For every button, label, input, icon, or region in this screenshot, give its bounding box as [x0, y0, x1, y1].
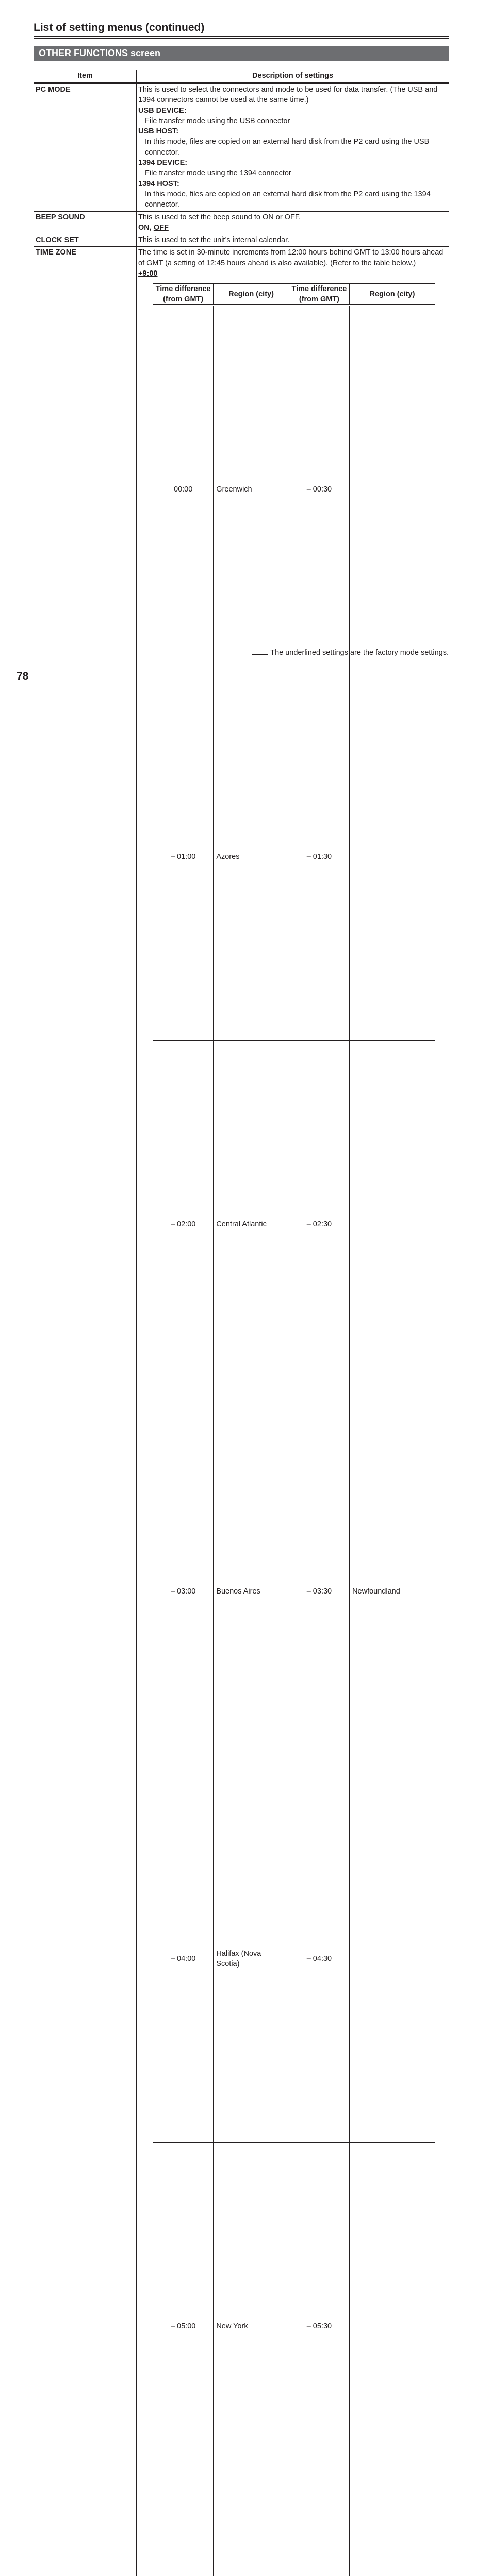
setting-row-clock-set	[34, 234, 449, 247]
region-cell	[350, 2143, 435, 2510]
region-cell: Azores	[214, 673, 289, 1041]
tz-header-region: Region (city)	[350, 284, 435, 306]
tz-header-time-difference: Time difference (from GMT)	[153, 284, 214, 306]
time-difference-cell: – 03:30	[289, 1408, 349, 1775]
default-option-off: OFF	[153, 223, 169, 232]
time-difference-cell: – 05:00	[153, 2143, 214, 2510]
settings-table	[34, 70, 449, 2576]
region-cell	[350, 2510, 435, 2576]
time-difference-cell: – 02:00	[153, 1041, 214, 1408]
time-difference-cell: – 00:30	[289, 306, 349, 673]
time-zone-row	[153, 2143, 435, 2510]
setting-intro: This is used to select the connectors and mode to be used for data transfer. (The USB and 1394 connectors cannot be used at the same time.)	[138, 86, 438, 105]
setting-name: CLOCK SET	[34, 234, 137, 247]
time-zone-row	[153, 306, 435, 673]
time-zone-row	[153, 673, 435, 1041]
settings-table-header	[34, 70, 449, 83]
option-desc-usb-device: File transfer mode using the USB connector	[145, 116, 290, 125]
setting-row-beep-sound	[34, 211, 449, 234]
setting-name: BEEP SOUND	[34, 211, 137, 234]
time-zone-row	[153, 1775, 435, 2143]
section-heading: OTHER FUNCTIONS screen	[34, 46, 449, 61]
time-zone-row	[153, 1041, 435, 1408]
time-difference-cell: – 03:00	[153, 1408, 214, 1775]
time-zone-table-header	[153, 284, 435, 306]
setting-description	[137, 247, 449, 2576]
region-cell	[350, 673, 435, 1041]
option-desc-1394-device: File transfer mode using the 1394 connector	[145, 169, 291, 178]
time-difference-cell: – 01:00	[153, 673, 214, 1041]
option-values	[138, 223, 447, 233]
setting-description	[137, 211, 449, 234]
time-difference-cell: – 01:30	[289, 673, 349, 1041]
default-option-usb-host: USB HOST	[138, 127, 176, 136]
time-difference-cell: – 05:30	[289, 2143, 349, 2510]
default-option-time-zone: +9:00	[138, 269, 158, 278]
tz-header-time-difference: Time difference (from GMT)	[289, 284, 349, 306]
title-rule-thin	[34, 38, 449, 39]
time-zone-row	[153, 1408, 435, 1775]
time-difference-cell: – 04:00	[153, 1775, 214, 2143]
option-on: ON,	[138, 223, 154, 232]
option-label-1394-host: 1394 HOST:	[138, 179, 179, 188]
setting-row-time-zone	[34, 247, 449, 2576]
option-colon: :	[176, 127, 179, 136]
page-title: List of setting menus (continued)	[34, 22, 205, 33]
setting-intro: This is used to set the beep sound to ON or OFF.	[138, 213, 301, 222]
option-values	[138, 268, 447, 279]
time-difference-cell	[153, 2510, 214, 2576]
time-difference-cell: – 02:30	[289, 1041, 349, 1408]
time-difference-cell: – 04:30	[289, 1775, 349, 2143]
option-label-usb-host	[138, 126, 447, 137]
region-cell: Greenwich	[214, 306, 289, 673]
region-cell: Central Atlantic	[214, 1041, 289, 1408]
region-cell: Buenos Aires	[214, 1408, 289, 1775]
setting-description	[137, 83, 449, 212]
footnote	[252, 648, 449, 658]
time-difference-cell: 00:00	[153, 306, 214, 673]
setting-name: TIME ZONE	[34, 247, 137, 2576]
page-number: 78	[17, 670, 29, 682]
option-label-usb-device: USB DEVICE:	[138, 106, 187, 115]
region-cell	[350, 1775, 435, 2143]
region-cell: Newfoundland	[350, 1408, 435, 1775]
option-desc-1394-host: In this mode, files are copied on an external hard disk from the P2 card using the 1394 connector.	[145, 190, 431, 209]
option-desc-usb-host: In this mode, files are copied on an external hard disk from the P2 card using the USB connector.	[145, 138, 430, 157]
time-zone-table-body	[153, 306, 435, 2576]
setting-description: This is used to set the unit’s internal calendar.	[137, 234, 449, 247]
setting-intro: The time is set in 30-minute increments from 12:00 hours behind GMT to 13:00 hours ahead of GMT (a setting of 12:45 hours ahead is also available). (Refer to the table below.)	[138, 248, 444, 267]
region-cell: New York	[214, 2143, 289, 2510]
setting-name: PC MODE	[34, 83, 137, 212]
footnote-text: The underlined settings are the factory mode settings.	[270, 649, 449, 657]
time-zone-table	[153, 283, 435, 2576]
setting-row-pc-mode	[34, 83, 449, 212]
region-cell	[350, 306, 435, 673]
column-header-description: Description of settings	[137, 70, 449, 83]
tz-header-region: Region (city)	[214, 284, 289, 306]
underline-sample	[252, 648, 268, 655]
region-cell: Halifax (Nova Scotia)	[214, 1775, 289, 2143]
column-header-item: Item	[34, 70, 137, 83]
option-label-1394-device: 1394 DEVICE:	[138, 159, 188, 167]
time-zone-row	[153, 2510, 435, 2576]
region-cell	[214, 2510, 289, 2576]
region-cell	[350, 1041, 435, 1408]
time-difference-cell	[289, 2510, 349, 2576]
title-rule	[34, 36, 449, 37]
